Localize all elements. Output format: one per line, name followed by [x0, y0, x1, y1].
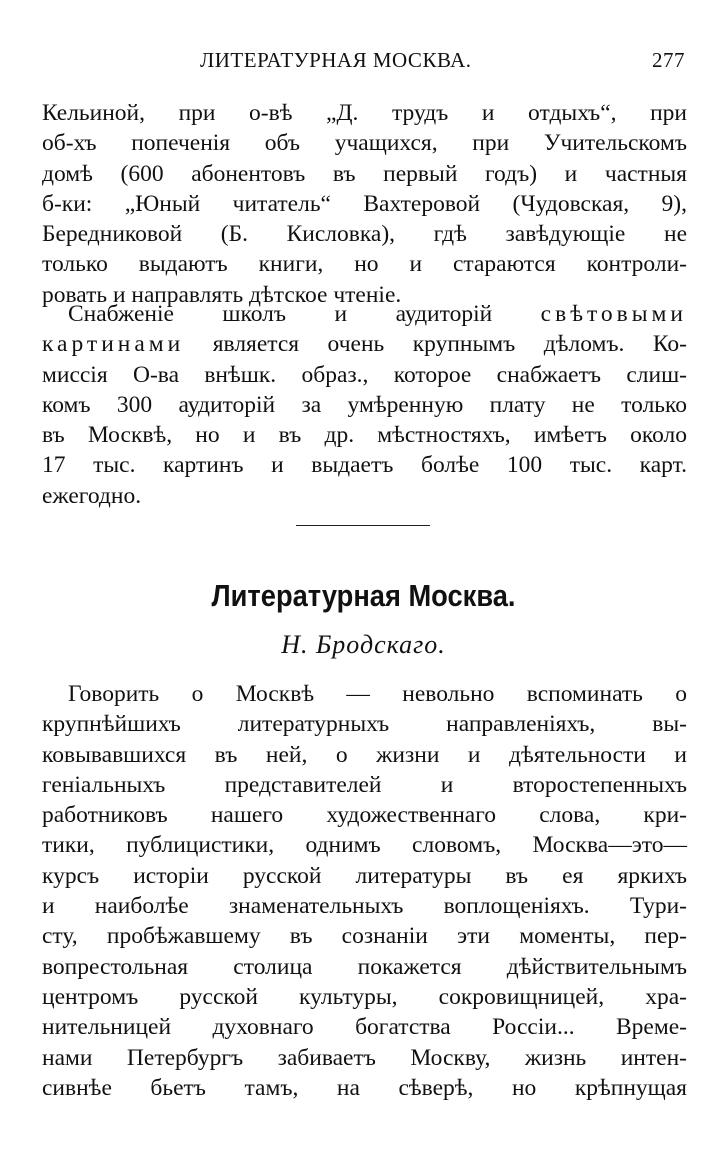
text-line: [42, 329, 687, 359]
text-line: Бередниковой (Б. Кисловка), гдѣ завѣдующіе не: [42, 221, 687, 248]
text-line: нами Петербургъ забиваетъ Москву, жизнь интен-: [42, 1044, 687, 1071]
text-line: курсъ исторіи русской литературы въ ея яркихъ: [42, 862, 687, 889]
text-line: вопрестольная столица покажется дѣйствительнымъ: [42, 953, 687, 980]
text-line: б-ки: „Юный читатель“ Вахтеровой (Чудовская, 9),: [42, 190, 687, 217]
text-line: работниковъ нашего художественнаго слова, кри-: [42, 802, 687, 829]
text-line: только выдаютъ книги, но и стараются контроли-: [42, 251, 687, 278]
paragraph-essay: [42, 679, 687, 1103]
text-line: въ Москвѣ, но и въ др. мѣстностяхъ, имѣетъ около: [42, 422, 687, 449]
text-line: ровать и направлять дѣтское чтеніе.: [42, 281, 402, 308]
section-author: Н. Бродскаго.: [281, 630, 446, 659]
text-line: [42, 299, 687, 329]
text-line: Говорить о Москвѣ — невольно вспоминать о: [68, 681, 687, 707]
text-line: и наиболѣе знаменательныхъ воплощеніяхъ. Тури-: [42, 893, 687, 920]
text-line: тики, публицистики, однимъ словомъ, Москва—это—: [42, 832, 687, 859]
text-line: об-хъ попеченія объ учащихся, при Учительскомъ: [42, 130, 687, 157]
running-head: [40, 48, 685, 78]
section-title: Литературная Москва.: [211, 578, 516, 613]
paragraph-continued: [42, 98, 687, 310]
running-title: ЛИТЕРАТУРНАЯ МОСКВА.: [200, 48, 472, 72]
text-line: ковывавшихся въ ней, о жизни и дѣятельности и: [42, 741, 687, 768]
emphasis-text: свѣтовыми: [540, 301, 688, 327]
text-line: миссія О-ва внѣшк. образ., которое снабжаетъ слиш-: [42, 361, 687, 388]
text-line: геніальныхъ представителей и второстепенныхъ: [42, 771, 687, 798]
text-run: Снабженіе школъ и аудиторій: [68, 301, 493, 327]
text-line: комъ 300 аудиторій за умѣренную плату не только: [42, 391, 687, 418]
text-run: является очень крупнымъ дѣломъ. Ко-: [212, 331, 687, 358]
text-line: сту, пробѣжавшему въ сознаніи эти моменты, пер-: [42, 923, 687, 950]
text-line: крупнѣйшихъ литературныхъ направленіяхъ, вы-: [42, 711, 687, 738]
text-line: сивнѣе бьетъ тамъ, на сѣверѣ, но крѣпнущая: [42, 1074, 687, 1101]
paragraph-slides: [42, 299, 687, 511]
text-line: Кельиной, при о-вѣ „Д. трудъ и отдыхъ“, при: [42, 100, 687, 126]
text-line: 17 тыс. картинъ и выдаетъ болѣе 100 тыс. карт.: [42, 452, 687, 479]
text-line: нительницей духовнаго богатства Россіи... Време-: [42, 1014, 687, 1041]
page-number: 277: [652, 48, 685, 72]
emphasis-text: картинами: [42, 331, 185, 358]
text-line: ежегодно.: [42, 482, 142, 509]
text-line: домѣ (600 абонентовъ въ первый годъ) и частныя: [42, 160, 687, 187]
text-line: центромъ русской культуры, сокровищницей, хра-: [42, 983, 687, 1010]
section-divider: [296, 525, 430, 526]
